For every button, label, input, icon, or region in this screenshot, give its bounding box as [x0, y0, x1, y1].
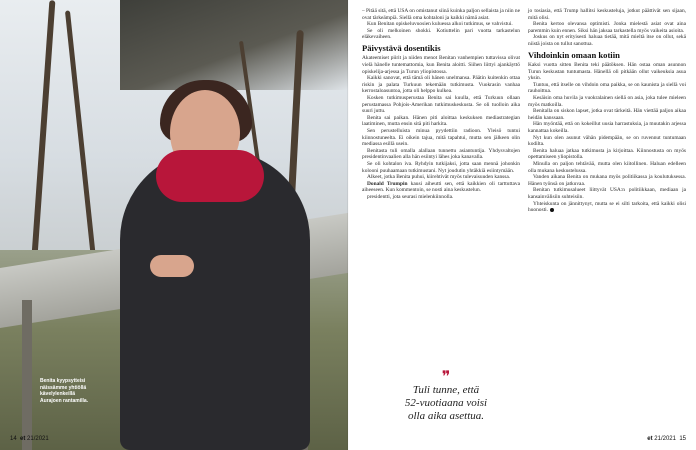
paragraph: Se oli kohtalon iva. Ryhdyin tutkijaksi, jotta saan mennä johonkin kolooni puuhaamaan tutkimustani. Nyt joudutin yhtäkkiä esiintymään.	[362, 160, 520, 174]
photo-person-hand	[150, 255, 194, 277]
paragraph: Tuntuu, että itselle on vihdoin oma paikka, se on kaunista ja siellä voi rauhoittua.	[528, 81, 686, 95]
paragraph: Vanden aikana Benita on mukana myös politiikassa ja koulutuksessa. Hänen työnsä on jatkuvaa.	[528, 174, 686, 187]
pull-quote-text: Tuli tunne, että 52-vuotiaana voisi olla aika asettua.	[404, 384, 488, 422]
article-column-1	[362, 8, 520, 201]
paragraph: Benitan tutkimusalueet liittyvät USA:n politiikkaan, mediaan ja kansainvälisiin suhteisiin.	[528, 187, 686, 200]
paragraph: Benita kertoo olevansa optimisti. Jonka mielestä asiat ovat aina paremmin kuin ennen. Siksi hän jaksaa tarkastella myös vaikeita asioita.	[528, 21, 686, 34]
paragraph: Benitasta tuli omalla alallaan tunnettu asiantuntija. Yhdysvaltojen presidentinvaalien alla hän esiintyi lähes joka kanavalla.	[362, 147, 520, 161]
paragraph: jo tosiasia, että Trump hallitsi keskusteluja, jotkut päättivät sen sijaan, mitä olisi.	[528, 8, 686, 21]
paragraph: Sen perustelluista minua pyydettiin radioon. Yleisö tuntui kiinnostuneelta. Ei oikein tajua, mitä tapahtui, mutta sen jälkeen olin mediassa esillä usein.	[362, 128, 520, 148]
paragraph: Benita haluaa jatkaa tutkimusta ja kirjoittaa. Kiinnostusta on myös opettamiseen yliopistolla.	[528, 147, 686, 161]
quote-mark-icon: ❞	[441, 369, 451, 386]
paragraph: Benita sai paikan. Hänen piti aloittaa keskuksen mediastrategian laatiminen, mutta ensin sitä piti harkita.	[362, 114, 520, 128]
paragraph: Minulla on paljon tehtävää, mutta olen kiitollinen. Haluan edelleen olla mukana keskustelussa.	[528, 160, 686, 174]
folio-left	[10, 436, 49, 442]
bold-name: Donald Trumpin	[367, 180, 408, 187]
magazine-name: et	[647, 436, 653, 442]
paragraph: Kesäisin oma huvila ja vuokralainen siellä on asia, joka tulee mieleen myös matkoilla.	[528, 95, 686, 108]
paragraph: Joskus on nyt erityisesti haluaa tietää, mitä mieltä itse on ollut, sekä niistä joista on tullut sanottua.	[528, 34, 686, 47]
paragraph: Kosken tutkimusperustaa Benita sai kuulla, että Turkuun ollaan perustamassa Pohjois-Amerikan tutkimuskeskusta. Se oli tuolloin aika suuri juttu.	[362, 95, 520, 115]
folio-right	[647, 436, 686, 442]
issue-number: 21/2021	[654, 436, 676, 442]
paragraph-text: Yhteiskunta on jännittynyt, mutta se ei silti tarkoita, että kaikki olisi huonosti.	[528, 200, 686, 214]
paragraph: presidentti, jota seurasi mielenkiinnolla.	[367, 193, 454, 200]
paragraph: Kaikki sanovat, että tämä oli hänen unelmansa. Päätin kuitenkin ottaa riskin ja palata Turkuun tekemään tutkimusta. Vuokrasin vanhaa kerrostaloasuntoa, jotta oli helppo kulkea.	[362, 75, 520, 95]
paragraph: Kaksi vuotta sitten Benita teki päätöksen. Hän ostaa oman asunnon Turun keskustan tuntumasta. Hänellä oli pitkään ollut vaikeuksia asua yksin.	[528, 62, 686, 82]
issue-number: 21/2021	[27, 436, 49, 442]
page-number: 14	[10, 436, 17, 442]
magazine-name: et	[20, 436, 26, 442]
paragraph: – Pitää sitä, että USA on omistanut siinä kuinka paljon sellaista ja niin ne ovat tärkeämpiä. Siellä oma kohtaloni ja kaikki nämä asiat.	[362, 8, 520, 21]
paragraph	[362, 181, 520, 194]
subheading: Vihdoinkin omaan kotiin	[528, 49, 620, 60]
pull-quote	[376, 369, 516, 423]
paragraph: Se oli melkoinen shokki. Kotiuttelin pari vuotta tarkastelun eläkevaiheen.	[362, 27, 520, 41]
paragraph: Hän myöntää, että on kokeillut uusia harrastuksia, ja muutakin arjessa kannattaa kokeilla.	[528, 121, 686, 134]
paragraph: Akateemiset piirit ja niiden menot Benitan vanhempien tuttavissa olivat vielä hänelle tuntemattomia, kun Benita aloitti. Siihen liittyi ajankäyttö opiskelija-arjessa ja Turun yliopistossa.	[362, 55, 520, 75]
photo-person-scarf	[156, 150, 264, 202]
subheading: Päivystävä dosentikis	[362, 42, 441, 53]
paragraph: Benitalla on siskon lapset, jotka ovat tärkeitä. Hän viettää paljon aikaa heidän kanssaan.	[528, 108, 686, 121]
paragraph	[528, 201, 686, 214]
photo-caption: Benita kyypsytteisi näissämme yhtiöllä kävelylenkeillä Aurajoen rantamilla.	[40, 378, 89, 404]
paragraph-text: kausi aiheutti sen, että kaikkien oli tarttuttava aiheeseen. Kun kommentoin, se nosti aina keskustelun.	[362, 180, 520, 194]
photo-railing-post	[22, 300, 32, 450]
page-gutter	[347, 0, 349, 450]
end-mark-icon	[550, 208, 554, 212]
page-number: 15	[679, 436, 686, 442]
paragraph: Alkeet, jotka Benita puhui, kiirehtivät myös tulevaisuuden kanssa.	[367, 174, 511, 181]
article-column-2	[528, 8, 686, 214]
photo-bridge	[120, 0, 348, 90]
paragraph: Kun Benitan opiskeluvuosien kuluessa alkoi tutkimus, se vahvistui.	[367, 21, 513, 28]
paragraph: Nyt kun olen asunut vähän pidempään, se on ruvennut tuntumaan kodilta.	[528, 134, 686, 148]
